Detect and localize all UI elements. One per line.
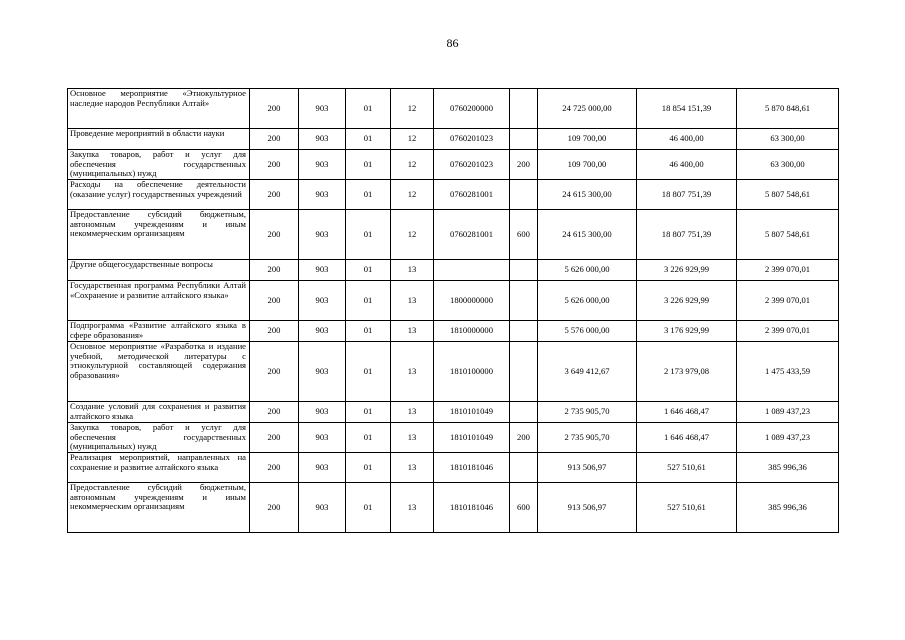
amount-remaining-cell: 5 807 548,61 — [737, 180, 839, 210]
ved-code-cell: 200 — [250, 150, 299, 180]
row-name-cell: Создание условий для сохранения и развития алтайского языка — [68, 402, 250, 423]
target-article-cell: 1810101049 — [434, 402, 510, 423]
section-code-cell: 01 — [346, 402, 391, 423]
section-code-cell: 01 — [346, 89, 391, 129]
table-row — [68, 483, 839, 533]
target-article-cell: 0760201023 — [434, 150, 510, 180]
target-article-cell: 0760281001 — [434, 210, 510, 260]
subsection-code-cell: 12 — [391, 210, 434, 260]
grbs-code-cell: 903 — [299, 402, 346, 423]
expense-type-cell — [510, 281, 538, 321]
target-article-cell: 1810000000 — [434, 321, 510, 342]
grbs-code-cell: 903 — [299, 483, 346, 533]
ved-code-cell: 200 — [250, 402, 299, 423]
ved-code-cell: 200 — [250, 342, 299, 402]
amount-planned-cell: 913 506,97 — [538, 453, 637, 483]
ved-code-cell: 200 — [250, 281, 299, 321]
amount-executed-cell: 46 400,00 — [637, 129, 737, 150]
amount-executed-cell: 3 226 929,99 — [637, 260, 737, 281]
target-article-cell: 1810181046 — [434, 483, 510, 533]
grbs-code-cell: 903 — [299, 342, 346, 402]
amount-planned-cell: 24 725 000,00 — [538, 89, 637, 129]
subsection-code-cell: 13 — [391, 281, 434, 321]
amount-remaining-cell: 1 475 433,59 — [737, 342, 839, 402]
expense-type-cell — [510, 321, 538, 342]
amount-remaining-cell: 385 996,36 — [737, 453, 839, 483]
subsection-code-cell: 13 — [391, 321, 434, 342]
grbs-code-cell: 903 — [299, 210, 346, 260]
section-code-cell: 01 — [346, 150, 391, 180]
amount-executed-cell: 1 646 468,47 — [637, 402, 737, 423]
amount-executed-cell: 527 510,61 — [637, 483, 737, 533]
amount-remaining-cell: 1 089 437,23 — [737, 402, 839, 423]
grbs-code-cell: 903 — [299, 281, 346, 321]
subsection-code-cell: 13 — [391, 260, 434, 281]
subsection-code-cell: 12 — [391, 150, 434, 180]
ved-code-cell: 200 — [250, 321, 299, 342]
table-row — [68, 89, 839, 129]
table-row — [68, 342, 839, 402]
subsection-code-cell: 13 — [391, 342, 434, 402]
grbs-code-cell: 903 — [299, 423, 346, 453]
amount-remaining-cell: 2 399 070,01 — [737, 281, 839, 321]
section-code-cell: 01 — [346, 423, 391, 453]
table-row — [68, 180, 839, 210]
grbs-code-cell: 903 — [299, 321, 346, 342]
ved-code-cell: 200 — [250, 180, 299, 210]
row-name-cell: Проведение мероприятий в области науки — [68, 129, 250, 150]
amount-remaining-cell: 5 807 548,61 — [737, 210, 839, 260]
expense-type-cell — [510, 89, 538, 129]
section-code-cell: 01 — [346, 453, 391, 483]
row-name-cell: Другие общегосударственные вопросы — [68, 260, 250, 281]
section-code-cell: 01 — [346, 180, 391, 210]
subsection-code-cell: 12 — [391, 180, 434, 210]
table-row — [68, 321, 839, 342]
grbs-code-cell: 903 — [299, 260, 346, 281]
amount-executed-cell: 2 173 979,08 — [637, 342, 737, 402]
target-article-cell: 0760281001 — [434, 180, 510, 210]
ved-code-cell: 200 — [250, 129, 299, 150]
row-name-cell: Предоставление субсидий бюджетным, автономным учреждениям и иным некоммерческим организациям — [68, 483, 250, 533]
target-article-cell: 1800000000 — [434, 281, 510, 321]
amount-remaining-cell: 5 870 848,61 — [737, 89, 839, 129]
target-article-cell: 0760200000 — [434, 89, 510, 129]
amount-planned-cell: 109 700,00 — [538, 150, 637, 180]
page-number: 86 — [446, 36, 459, 50]
grbs-code-cell: 903 — [299, 129, 346, 150]
target-article-cell: 1810101049 — [434, 423, 510, 453]
ved-code-cell: 200 — [250, 210, 299, 260]
target-article-cell: 1810181046 — [434, 453, 510, 483]
section-code-cell: 01 — [346, 210, 391, 260]
table-row — [68, 260, 839, 281]
expense-type-cell — [510, 342, 538, 402]
expense-type-cell: 200 — [510, 150, 538, 180]
amount-planned-cell: 109 700,00 — [538, 129, 637, 150]
target-article-cell: 1810100000 — [434, 342, 510, 402]
expense-type-cell — [510, 260, 538, 281]
amount-planned-cell: 913 506,97 — [538, 483, 637, 533]
subsection-code-cell: 12 — [391, 89, 434, 129]
table-row — [68, 453, 839, 483]
amount-executed-cell: 18 807 751,39 — [637, 210, 737, 260]
budget-table — [67, 88, 839, 533]
table-row — [68, 402, 839, 423]
table-row — [68, 129, 839, 150]
target-article-cell: 0760201023 — [434, 129, 510, 150]
subsection-code-cell: 13 — [391, 423, 434, 453]
row-name-cell: Расходы на обеспечение деятельности (оказание услуг) государственных учреждений — [68, 180, 250, 210]
table-body — [68, 89, 839, 533]
amount-remaining-cell: 63 300,00 — [737, 129, 839, 150]
row-name-cell: Основное мероприятие «Разработка и издание учебной, методической литературы с этнокультурной составляющей содержания образования» — [68, 342, 250, 402]
amount-remaining-cell: 2 399 070,01 — [737, 321, 839, 342]
amount-executed-cell: 1 646 468,47 — [637, 423, 737, 453]
expense-type-cell: 200 — [510, 423, 538, 453]
row-name-cell: Реализация мероприятий, направленных на сохранение и развитие алтайского языка — [68, 453, 250, 483]
table-row — [68, 210, 839, 260]
row-name-cell: Предоставление субсидий бюджетным, автономным учреждениям и иным некоммерческим организациям — [68, 210, 250, 260]
amount-planned-cell: 24 615 300,00 — [538, 210, 637, 260]
row-name-cell: Закупка товаров, работ и услуг для обеспечения государственных (муниципальных) нужд — [68, 423, 250, 453]
row-name-cell: Закупка товаров, работ и услуг для обеспечения государственных (муниципальных) нужд — [68, 150, 250, 180]
amount-executed-cell: 46 400,00 — [637, 150, 737, 180]
ved-code-cell: 200 — [250, 483, 299, 533]
section-code-cell: 01 — [346, 483, 391, 533]
amount-remaining-cell: 385 996,36 — [737, 483, 839, 533]
grbs-code-cell: 903 — [299, 453, 346, 483]
table-row — [68, 281, 839, 321]
amount-remaining-cell: 63 300,00 — [737, 150, 839, 180]
section-code-cell: 01 — [346, 321, 391, 342]
expense-type-cell — [510, 129, 538, 150]
amount-planned-cell: 5 626 000,00 — [538, 281, 637, 321]
target-article-cell — [434, 260, 510, 281]
amount-executed-cell: 527 510,61 — [637, 453, 737, 483]
table-row — [68, 150, 839, 180]
subsection-code-cell: 12 — [391, 129, 434, 150]
section-code-cell: 01 — [346, 129, 391, 150]
amount-executed-cell: 18 807 751,39 — [637, 180, 737, 210]
subsection-code-cell: 13 — [391, 402, 434, 423]
table-row — [68, 423, 839, 453]
section-code-cell: 01 — [346, 342, 391, 402]
section-code-cell: 01 — [346, 281, 391, 321]
expense-type-cell — [510, 453, 538, 483]
expense-type-cell — [510, 402, 538, 423]
amount-planned-cell: 2 735 905,70 — [538, 423, 637, 453]
row-name-cell: Подпрограмма «Развитие алтайского языка в сфере образования» — [68, 321, 250, 342]
subsection-code-cell: 13 — [391, 483, 434, 533]
subsection-code-cell: 13 — [391, 453, 434, 483]
grbs-code-cell: 903 — [299, 180, 346, 210]
grbs-code-cell: 903 — [299, 89, 346, 129]
ved-code-cell: 200 — [250, 423, 299, 453]
expense-type-cell: 600 — [510, 483, 538, 533]
amount-remaining-cell: 1 089 437,23 — [737, 423, 839, 453]
amount-executed-cell: 3 226 929,99 — [637, 281, 737, 321]
ved-code-cell: 200 — [250, 89, 299, 129]
row-name-cell: Государственная программа Республики Алтай «Сохранение и развитие алтайского языка» — [68, 281, 250, 321]
expense-type-cell: 600 — [510, 210, 538, 260]
amount-remaining-cell: 2 399 070,01 — [737, 260, 839, 281]
ved-code-cell: 200 — [250, 260, 299, 281]
amount-planned-cell: 3 649 412,67 — [538, 342, 637, 402]
amount-planned-cell: 24 615 300,00 — [538, 180, 637, 210]
amount-executed-cell: 18 854 151,39 — [637, 89, 737, 129]
row-name-cell: Основное мероприятие «Этнокультурное наследие народов Республики Алтай» — [68, 89, 250, 129]
section-code-cell: 01 — [346, 260, 391, 281]
amount-planned-cell: 5 576 000,00 — [538, 321, 637, 342]
grbs-code-cell: 903 — [299, 150, 346, 180]
amount-planned-cell: 2 735 905,70 — [538, 402, 637, 423]
ved-code-cell: 200 — [250, 453, 299, 483]
expense-type-cell — [510, 180, 538, 210]
amount-executed-cell: 3 176 929,99 — [637, 321, 737, 342]
amount-planned-cell: 5 626 000,00 — [538, 260, 637, 281]
